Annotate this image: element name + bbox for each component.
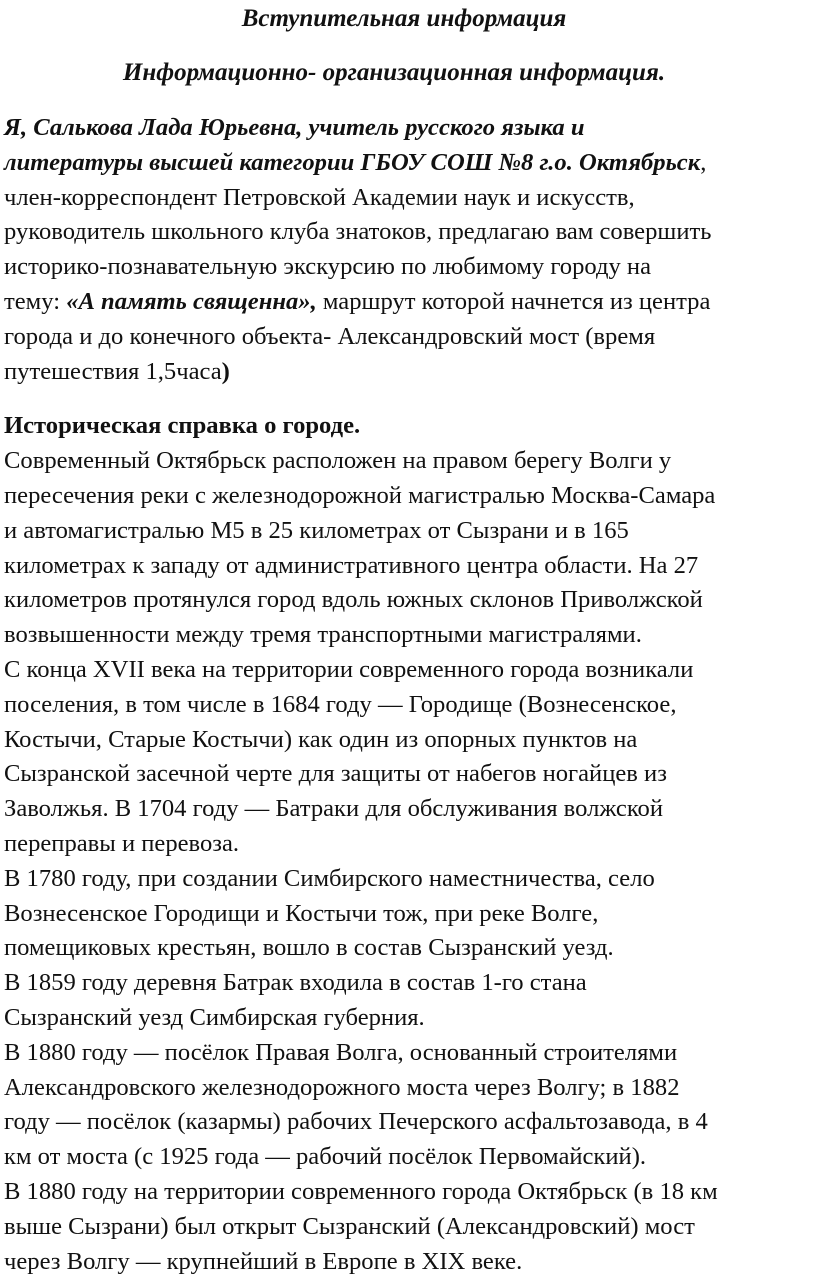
- document-page: [4, 0, 814, 1279]
- history-line: В 1859 году деревня Батрак входила в состав 1-го стана: [4, 966, 814, 1001]
- history-line: Современный Октябрьск расположен на правом берегу Волги у: [4, 444, 814, 479]
- history-line: Александровского железнодорожного моста через Волгу; в 1882: [4, 1071, 814, 1106]
- history-line: пересечения реки с железнодорожной магистралью Москва-Самара: [4, 479, 814, 514]
- intro-paragraph: [4, 111, 814, 389]
- history-line: поселения, в том числе в 1684 году — Городище (Вознесенское,: [4, 688, 814, 723]
- intro-line: [4, 146, 814, 181]
- intro-text: путешествия 1,5часа: [4, 358, 222, 385]
- history-line: возвышенности между тремя транспортными магистралями.: [4, 618, 814, 653]
- history-line: километров протянулся город вдоль южных склонов Приволжской: [4, 583, 814, 618]
- intro-text: тему:: [4, 288, 66, 315]
- intro-line: [4, 355, 814, 390]
- history-line: году — посёлок (казармы) рабочих Печерского асфальтозавода, в 4: [4, 1105, 814, 1140]
- intro-author-position: литературы высшей категории ГБОУ СОШ №8 г.о. Октябрьск: [4, 149, 700, 176]
- history-line: Заволжья. В 1704 году — Батраки для обслуживания волжской: [4, 792, 814, 827]
- history-paragraph: [4, 444, 814, 1279]
- intro-punctuation: ,: [700, 149, 706, 176]
- history-line: и автомагистралью М5 в 25 километрах от Сызрани и в 165: [4, 514, 814, 549]
- history-line: С конца XVII века на территории современного города возникали: [4, 653, 814, 688]
- document-subtitle: Информационно- организационная информация.: [4, 56, 814, 90]
- history-line: переправы и перевоза.: [4, 827, 814, 862]
- history-line: Вознесенское Городищи и Костычи тож, при реке Волге,: [4, 897, 814, 932]
- intro-line: Я, Салькова Лада Юрьевна, учитель русского языка и: [4, 111, 814, 146]
- history-line: Сызранский уезд Симбирская губерния.: [4, 1001, 814, 1036]
- intro-line: руководитель школьного клуба знатоков, предлагаю вам совершить: [4, 215, 814, 250]
- history-line: км от моста (с 1925 года — рабочий посёлок Первомайский).: [4, 1140, 814, 1175]
- history-line: В 1880 году — посёлок Правая Волга, основанный строителями: [4, 1036, 814, 1071]
- history-line: помещиковых крестьян, вошло в состав Сызранский уезд.: [4, 931, 814, 966]
- history-line: Костычи, Старые Костычи) как один из опорных пунктов на: [4, 723, 814, 758]
- intro-punctuation: ): [222, 358, 230, 385]
- intro-line: историко-познавательную экскурсию по любимому городу на: [4, 250, 814, 285]
- history-line: В 1880 году на территории современного города Октябрьск (в 18 км: [4, 1175, 814, 1210]
- history-line: километрах к западу от административного центра области. На 27: [4, 549, 814, 584]
- excursion-theme: «А память священна»,: [66, 288, 317, 315]
- intro-line: [4, 285, 814, 320]
- intro-line: города и до конечного объекта- Александровский мост (время: [4, 320, 814, 355]
- history-line: через Волгу — крупнейший в Европе в XIX веке.: [4, 1245, 814, 1279]
- intro-line: член-корреспондент Петровской Академии наук и искусств,: [4, 181, 814, 216]
- history-line: Сызранской засечной черте для защиты от набегов ногайцев из: [4, 757, 814, 792]
- history-line: выше Сызрани) был открыт Сызранский (Александровский) мост: [4, 1210, 814, 1245]
- intro-text: маршрут которой начнется из центра: [317, 288, 711, 315]
- history-heading: Историческая справка о городе.: [4, 409, 814, 444]
- document-title: Вступительная информация: [4, 2, 814, 36]
- history-line: В 1780 году, при создании Симбирского наместничества, село: [4, 862, 814, 897]
